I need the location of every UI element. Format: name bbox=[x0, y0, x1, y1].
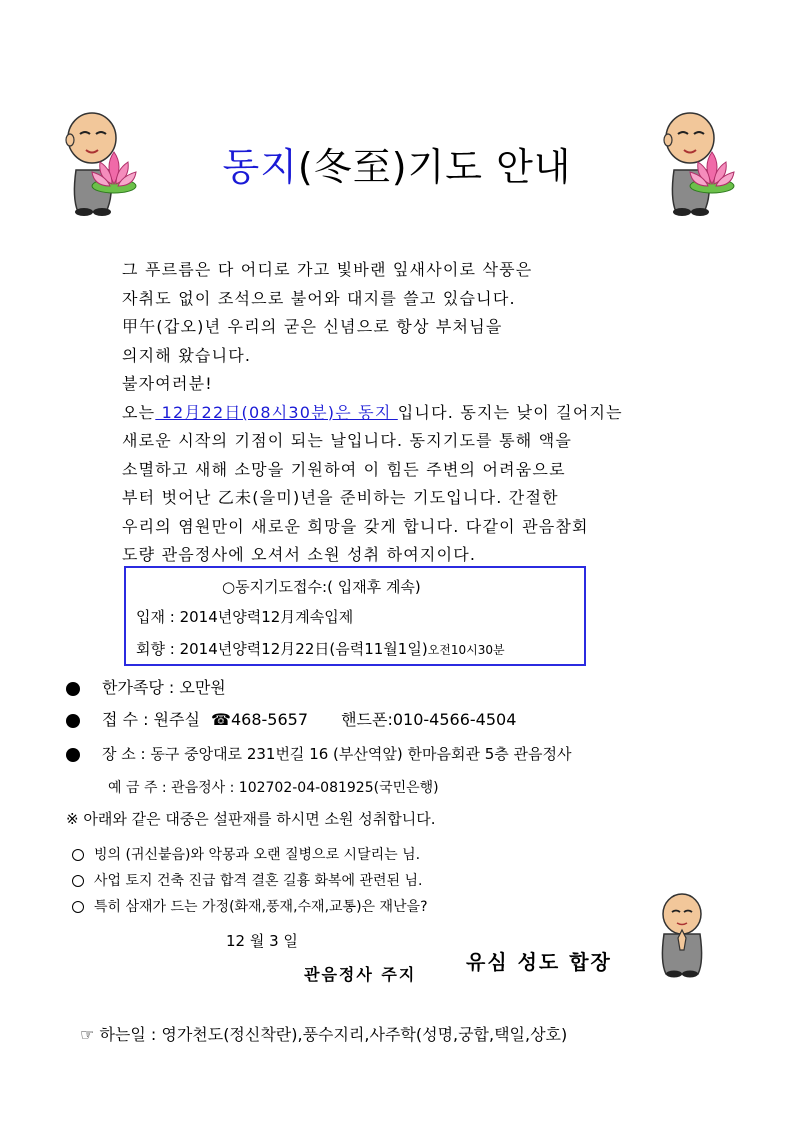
intro-line-date-prefix: 오는 bbox=[122, 402, 156, 422]
info-reception-label: 접 수 : 원주실 bbox=[102, 710, 200, 729]
pointing-hand-icon: ☞ bbox=[80, 1025, 95, 1044]
temple-head-title: 관음정사 주지 bbox=[304, 965, 417, 984]
dongji-date-highlight: 12月22日(08시30분)은 동지 bbox=[155, 402, 398, 422]
notice-item bbox=[72, 844, 420, 864]
praying-monk-illustration bbox=[654, 890, 710, 978]
footer-services-text: 하는일 : 영가천도(정신착란),풍수지리,사주학(성명,궁합,택일,상호) bbox=[99, 1025, 568, 1044]
intro-line: 자취도 없이 조석으로 불어와 대지를 쓸고 있습니다. bbox=[122, 288, 516, 308]
schedule-heading: ○동지기도접수:( 입재후 계속) bbox=[222, 578, 421, 596]
schedule-hoehyang-time: 오전10시30분 bbox=[427, 643, 505, 657]
circle-bullet-icon bbox=[72, 849, 84, 861]
info-mobile: 핸드폰:010-4566-4504 bbox=[341, 710, 517, 729]
notice-item bbox=[72, 896, 428, 916]
schedule-hoehyang-date: 회향 : 2014년양력12月22日(음력11월1일) bbox=[136, 640, 428, 658]
intro-paragraph bbox=[122, 256, 662, 570]
info-family bbox=[66, 676, 226, 700]
info-account: 예 금 주 : 관음정사 : 102702-04-081925(국민은행) bbox=[108, 780, 439, 796]
notice-item-text: 특히 삼재가 드는 가정(화재,풍재,수재,교통)은 재난을? bbox=[94, 899, 428, 915]
intro-line: 우리의 염원만이 새로운 희망을 갖게 합니다. 다같이 관음참회 bbox=[122, 516, 589, 536]
intro-line: 불자여러분! bbox=[122, 374, 213, 393]
intro-line: 새로운 시작의 기점이 되는 날입니다. 동지기도를 통해 액을 bbox=[122, 431, 573, 450]
schedule-ipjae: 입재 : 2014년양력12月계속입제 bbox=[136, 608, 354, 626]
intro-line: 도량 관음정사에 오셔서 소원 성취 하여지이다. bbox=[122, 545, 477, 564]
page-title bbox=[0, 136, 794, 191]
bullet-icon bbox=[66, 682, 80, 696]
info-place bbox=[66, 742, 571, 766]
notice-item-text: 사업 토지 건축 진급 합격 결혼 길흉 화복에 관련된 님. bbox=[94, 873, 423, 889]
intro-line-date bbox=[122, 399, 662, 428]
intro-line: 부터 벗어난 乙未(을미)년을 준비하는 기도입니다. 간절한 bbox=[122, 488, 559, 507]
intro-line-date-suffix: 입니다. 동지는 낮이 길어지는 bbox=[397, 402, 623, 422]
intro-line: 甲午(갑오)년 우리의 굳은 신념으로 항상 부처님을 bbox=[122, 317, 503, 336]
notice-item bbox=[72, 870, 423, 890]
circle-bullet-icon bbox=[72, 901, 84, 913]
circle-bullet-icon bbox=[72, 875, 84, 887]
notice-item-text: 빙의 (귀신붙음)와 악몽과 오랜 질병으로 시달리는 님. bbox=[94, 847, 421, 863]
info-place-text: 장 소 : 동구 중앙대로 231번길 16 (부산역앞) 한마음회관 5층 관음정사 bbox=[102, 745, 572, 763]
title-dongji: 동지 bbox=[222, 145, 298, 189]
footer-services bbox=[80, 1022, 567, 1045]
bullet-icon bbox=[66, 714, 80, 728]
schedule-hoehyang bbox=[136, 638, 505, 659]
intro-line: 소멸하고 새해 소망을 기원하여 이 힘든 주변의 어려움으로 bbox=[122, 459, 566, 479]
title-rest: (冬至)기도 안내 bbox=[297, 145, 572, 189]
signature-date: 12 월 3 일 bbox=[226, 932, 298, 950]
info-phone: 468-5657 bbox=[230, 710, 308, 729]
phone-icon: ☎ bbox=[211, 710, 231, 729]
prayer-schedule-box bbox=[124, 566, 586, 666]
intro-line: 그 푸르름은 다 어디로 가고 빛바랜 잎새사이로 삭풍은 bbox=[122, 260, 533, 279]
info-family-text: 한가족당 : 오만원 bbox=[102, 678, 226, 697]
signature-name: 유심 성도 합장 bbox=[466, 950, 612, 974]
notice-heading: ※ 아래와 같은 대중은 설판재를 하시면 소원 성취합니다. bbox=[66, 810, 436, 828]
bullet-icon bbox=[66, 748, 80, 762]
info-reception bbox=[66, 708, 516, 732]
intro-line: 의지해 왔습니다. bbox=[122, 345, 252, 365]
